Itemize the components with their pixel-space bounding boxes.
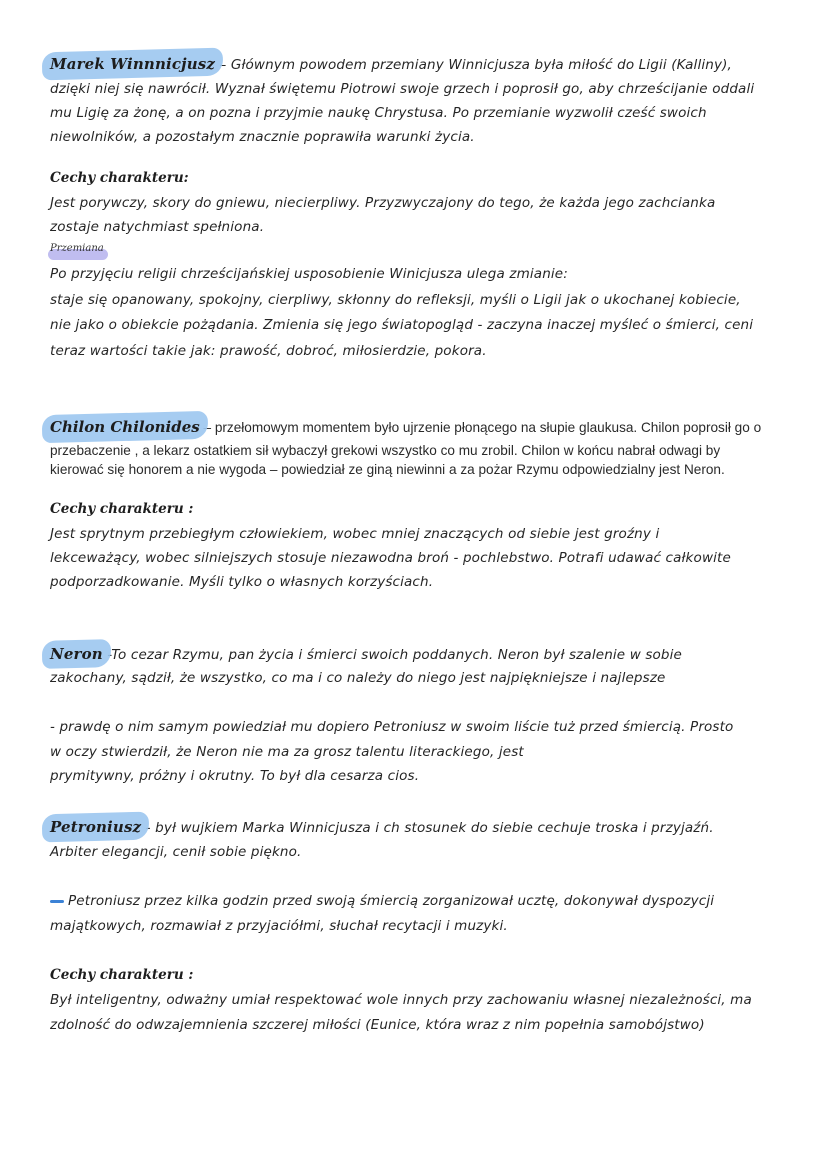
neron-line-2: zakochany, sądził, że wszystko, co ma i co należy do niego jest najpiękniejsze i najlepsze bbox=[50, 670, 666, 686]
chilon-traits-line-3: podporzadkowanie. Myśli tylko o własnych korzyściach. bbox=[50, 574, 434, 590]
neron-name-highlight: Neron bbox=[50, 645, 103, 663]
chilon-traits-line-1: Jest sprytnym przebiegłym człowiekiem, wobec mniej znaczących od siebie jest groźny i bbox=[50, 526, 660, 542]
chilon-traits-line-2: lekceważący, wobec silniejszych stosuje niezawodna broń - pochlebstwo. Potrafi udawać całkowite bbox=[50, 550, 731, 566]
marek-line-4: niewolników, a pozostałym znacznie poprawiła warunki życia. bbox=[50, 129, 475, 145]
petroniusz-traits-heading: Cechy charakteru : bbox=[50, 967, 194, 983]
chilon-traits-heading: Cechy charakteru : bbox=[50, 501, 194, 517]
petroniusz-line-3: Petroniusz przez kilka godzin przed swoją śmiercią zorganizował ucztę, dokonywał dyspozycji bbox=[50, 893, 714, 909]
neron-line-3: - prawdę o nim samym powiedział mu dopiero Petroniusz w swoim liście tuż przed śmiercią. Prosto bbox=[50, 719, 734, 735]
change-line-4: teraz wartości takie jak: prawość, dobroć, miłosierdzie, pokora. bbox=[50, 343, 487, 359]
marek-traits-heading: Cechy charakteru: bbox=[50, 170, 189, 186]
petroniusz-line-2: Arbiter elegancji, cenił sobie piękno. bbox=[50, 844, 302, 860]
petroniusz-traits-line-1: Był inteligentny, odważny umiał respektować wole innych przy zachowaniu własnej niezależności, ma bbox=[50, 992, 752, 1008]
chilon-name-highlight: Chilon Chilonides bbox=[50, 418, 200, 436]
marek-name-highlight: Marek Winnnicjusz bbox=[50, 55, 216, 73]
change-line-2: staje się opanowany, spokojny, cierpliwy, skłonny do refleksji, myśli o Ligii jak o ukochanej kobiecie, bbox=[50, 292, 741, 308]
chilon-line-2: przebaczenie , a lekarz ostatkiem sił wybaczył grekowi wszystko co mu zrobil. Chilon w końcu nabrał odwagi by bbox=[50, 443, 721, 458]
change-label: Przemiana bbox=[50, 243, 104, 254]
petroniusz-name-highlight: Petroniusz bbox=[50, 818, 142, 836]
marek-traits-line-2: zostaje natychmiast spełniona. bbox=[50, 219, 265, 235]
petroniusz-line-4: majątkowych, rozmawiał z przyjaciółmi, słuchał recytacji i muzyki. bbox=[50, 918, 508, 934]
change-line-1: Po przyjęciu religii chrześcijańskiej usposobienie Winicjusza ulega zmianie: bbox=[50, 266, 568, 282]
change-label-wrap bbox=[50, 238, 104, 256]
marek-line-2: dzięki niej się nawrócił. Wyznał świętemu Piotrowi swoje grzech i poprosił go, aby chrześcijanie oddali bbox=[50, 81, 755, 97]
neron-line-4: w oczy stwierdził, że Neron nie ma za grosz talentu literackiego, jest bbox=[50, 744, 524, 760]
marek-line-3: mu Ligię za żonę, a on pozna i przyjmie naukę Chrystusa. Po przemianie wyzwolił cześć swoich bbox=[50, 105, 707, 121]
petroniusz-traits-line-2: zdolność do odwzajemnienia szczerej miłości (Eunice, która wraz z nim popełnia samobójstwo) bbox=[50, 1017, 705, 1033]
chilon-line-3: kierować się honorem a nie wygoda – powiedział ze giną niewinni a za pożar Rzymu odpowiedzialny jest Neron. bbox=[50, 462, 725, 477]
petroniusz-line-1: Petroniusz - był wujkiem Marka Winnicjusza i ch stosunek do siebie cechuje troska i przyjaźń. bbox=[50, 818, 714, 836]
marek-traits-line-1: Jest porywczy, skory do gniewu, niecierpliwy. Przyzwyczajony do tego, że każda jego zachcianka bbox=[50, 195, 716, 211]
blue-dash-mark bbox=[50, 900, 64, 903]
change-line-3: nie jako o obiekcie pożądania. Zmienia się jego światopogląd - zaczyna inaczej myśleć o śmierci, ceni bbox=[50, 317, 754, 333]
neron-line-1: Neron -To cezar Rzymu, pan życia i śmierci swoich poddanych. Neron był szalenie w sobie bbox=[50, 645, 683, 663]
marek-line-1: Marek Winnnicjusz – Głównym powodem przemiany Winnicjusza była miłość do Ligii (Kalliny), bbox=[50, 55, 732, 73]
chilon-line-1: Chilon Chilonides – przełomowym momentem było ujrzenie płonącego na słupie glaukusa. Chilon poprosił go o bbox=[50, 418, 762, 436]
neron-line-5: prymitywny, próżny i okrutny. To był dla cesarza cios. bbox=[50, 768, 420, 784]
